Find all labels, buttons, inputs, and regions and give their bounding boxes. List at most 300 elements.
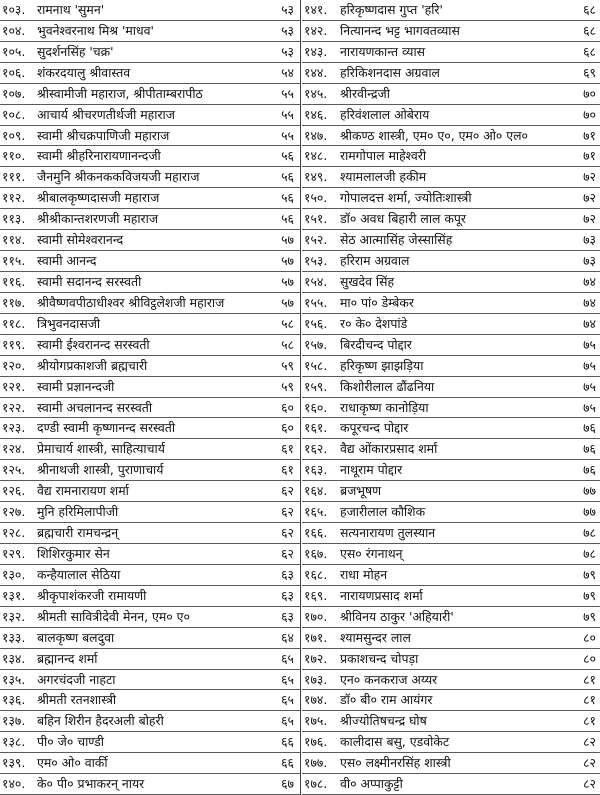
- entry-page-number: ७३: [583, 253, 596, 269]
- entry-name: श्रीयोगप्रकाशजी ब्रह्मचारी: [37, 357, 148, 373]
- entry-number: ११९.: [2, 336, 26, 352]
- entry-page-number: ६४: [281, 629, 294, 645]
- entry-number: १३१.: [2, 587, 26, 603]
- entry-number: १३४.: [2, 650, 26, 666]
- entry-page-number: ७५: [583, 357, 596, 373]
- entry-page-number: ६१: [281, 441, 294, 457]
- entry-number: १३८.: [2, 734, 26, 750]
- entry-name: श्रीकण्ठ शास्त्री, एम० ए०, एम० ओ० एल०: [340, 127, 528, 143]
- entry-name: एस० लक्ष्मीनरसिंह शास्त्री: [340, 755, 451, 771]
- entry-page-number: ७९: [583, 587, 596, 603]
- entry-page-number: ५६: [281, 190, 294, 206]
- contents-entry: [0, 0, 300, 21]
- entry-number: १६०.: [304, 399, 328, 415]
- entry-number: १६५.: [304, 504, 328, 520]
- contents-entry: [0, 732, 300, 753]
- entry-number: १४७.: [304, 127, 328, 143]
- entry-number: १७०.: [304, 608, 328, 624]
- contents-entry: [302, 209, 600, 230]
- entry-name: स्वामी प्रज्ञानन्दजी: [37, 378, 115, 394]
- entry-number: १३२.: [2, 608, 26, 624]
- contents-entry: [0, 586, 300, 607]
- entry-number: १०६.: [2, 64, 26, 80]
- entry-name: श्रीनाथजी शास्त्री, पुराणाचार्य: [37, 462, 164, 478]
- entry-page-number: ६९: [583, 64, 596, 80]
- entry-number: १३५.: [2, 671, 26, 687]
- entry-name: नित्यानन्द भट्ट भागवतव्यास: [340, 22, 460, 38]
- contents-entry: [302, 460, 600, 481]
- entry-name: हरिकृष्णदास गुप्त 'हरि': [340, 2, 443, 17]
- entry-name: किशोरीलाल ढौंढनिया: [340, 378, 435, 394]
- entry-name: स्वामी ईश्वरानन्द सरस्वती: [37, 336, 150, 352]
- contents-entry: [302, 586, 600, 607]
- contents-entry: [0, 398, 300, 419]
- entry-number: ११०.: [2, 148, 26, 164]
- entry-name: स्वामी आनन्द: [37, 253, 97, 269]
- contents-entry: [0, 377, 300, 398]
- contents-entry: [0, 356, 300, 377]
- entry-name: राधा मोहन: [340, 566, 388, 582]
- entry-number: १७८.: [304, 776, 328, 792]
- entry-number: १५५.: [304, 294, 328, 310]
- entry-number: १६८.: [304, 566, 328, 582]
- entry-page-number: ५६: [281, 169, 294, 185]
- entry-name: नाथूराम पोद्दार: [340, 462, 403, 478]
- entry-number: १४०.: [2, 776, 26, 792]
- entry-page-number: ७१: [583, 148, 596, 164]
- contents-entry: [0, 418, 300, 439]
- entry-page-number: ८१: [583, 692, 596, 708]
- entry-page-number: ६१: [281, 462, 294, 478]
- entry-name: गोपालदत्त शर्मा, ज्योतिःशास्त्री: [340, 190, 472, 206]
- contents-entry: [302, 230, 600, 251]
- contents-entry: [302, 84, 600, 105]
- entry-number: १६४.: [304, 483, 328, 499]
- entry-page-number: ८०: [583, 629, 596, 645]
- entry-number: १५३.: [304, 253, 328, 269]
- entry-page-number: ५८: [281, 336, 294, 352]
- entry-page-number: ७९: [583, 608, 596, 624]
- entry-page-number: ७१: [583, 127, 596, 143]
- entry-number: १२७.: [2, 504, 26, 520]
- contents-entry: [0, 105, 300, 126]
- entry-number: १३६.: [2, 692, 26, 708]
- contents-entry: [302, 251, 600, 272]
- contents-entry: [302, 774, 600, 795]
- contents-entry: [302, 711, 600, 732]
- contents-entry: [0, 628, 300, 649]
- entry-name: सुदर्शनसिंह 'चक्र': [37, 43, 114, 59]
- entry-name: आचार्य श्रीचरणतीर्थजी महाराज: [37, 106, 175, 122]
- entry-name: हरिवंशलाल ओबेराय: [340, 106, 430, 122]
- entry-name: एस० रंगनाथन्: [340, 545, 403, 561]
- contents-entry: [0, 460, 300, 481]
- entry-name: बालकृष्ण बलदुवा: [37, 629, 115, 645]
- contents-entry: [302, 690, 600, 711]
- entry-page-number: ६६: [281, 755, 294, 771]
- entry-name: एन० कनकराज अय्यर: [340, 671, 438, 687]
- entry-name: श्रीरवीन्द्रजी: [340, 85, 390, 101]
- entry-page-number: ६६: [281, 734, 294, 750]
- contents-entry: [302, 607, 600, 628]
- entry-number: १२१.: [2, 378, 26, 394]
- contents-entry: [0, 188, 300, 209]
- entry-name: हरिकिशनदास अग्रवाल: [340, 64, 440, 80]
- entry-page-number: ६३: [281, 587, 294, 603]
- entry-page-number: ६२: [281, 483, 294, 499]
- entry-page-number: ८०: [583, 650, 596, 666]
- entry-page-number: ६०: [281, 399, 294, 415]
- entry-name: डॉ० अवध बिहारी लाल कपूर: [340, 211, 466, 227]
- entry-number: १६३.: [304, 462, 328, 478]
- contents-entry: [302, 188, 600, 209]
- contents-entry: [0, 63, 300, 84]
- entry-name: सेठ आत्मासिंह जेस्सासिंह: [340, 232, 453, 248]
- entry-page-number: ७६: [583, 462, 596, 478]
- contents-entry: [0, 439, 300, 460]
- contents-entry: [302, 272, 600, 293]
- entry-name: स्वामी श्रीहरिनारायणानन्दजी: [37, 148, 161, 164]
- right-column: [302, 0, 600, 795]
- entry-number: १११.: [2, 169, 26, 185]
- entry-page-number: ६५: [281, 671, 294, 687]
- entry-page-number: ६७: [281, 776, 294, 792]
- entry-page-number: ७८: [583, 545, 596, 561]
- entry-page-number: ६३: [281, 608, 294, 624]
- entry-page-number: ८२: [583, 734, 596, 750]
- contents-entry: [302, 418, 600, 439]
- entry-page-number: ६८: [583, 2, 596, 17]
- entry-number: १२८.: [2, 525, 26, 541]
- entry-number: १४१.: [304, 2, 328, 17]
- entry-number: ११३.: [2, 211, 26, 227]
- entry-page-number: ५३: [281, 43, 294, 59]
- entry-number: १७६.: [304, 734, 328, 750]
- entry-number: १२०.: [2, 357, 26, 373]
- entry-name: श्रीकृपाशंकरजी रामायणी: [37, 587, 147, 603]
- contents-entry: [302, 523, 600, 544]
- entry-number: १३७.: [2, 713, 26, 729]
- entry-name: त्रिभुवनदासजी: [37, 315, 101, 331]
- entry-number: १४९.: [304, 169, 328, 185]
- entry-name: हरिकृष्ण झाझड़िया: [340, 357, 424, 373]
- entry-number: १०९.: [2, 127, 26, 143]
- entry-number: १४२.: [304, 22, 328, 38]
- entry-name: प्रेमाचार्य शास्त्री, साहित्याचार्य: [37, 441, 165, 457]
- entry-number: १७१.: [304, 629, 328, 645]
- entry-page-number: ८२: [583, 755, 596, 771]
- entry-name: वैद्य रामनारायण शर्मा: [37, 483, 129, 499]
- entry-name: श्रीविनय ठाकुर 'अहियारी': [340, 608, 454, 624]
- contents-entry: [302, 481, 600, 502]
- entry-number: १७२.: [304, 650, 328, 666]
- contents-entry: [0, 481, 300, 502]
- contents-entry: [0, 209, 300, 230]
- entry-page-number: ६५: [281, 692, 294, 708]
- entry-number: १०५.: [2, 43, 26, 59]
- entry-number: १५७.: [304, 336, 328, 352]
- entry-page-number: ५३: [281, 22, 294, 38]
- entry-number: ११६.: [2, 273, 26, 289]
- entry-page-number: ८१: [583, 713, 596, 729]
- entry-page-number: ७२: [583, 169, 596, 185]
- entry-page-number: ७६: [583, 420, 596, 436]
- entry-number: १६९.: [304, 587, 328, 603]
- entry-page-number: ७२: [583, 190, 596, 206]
- entry-page-number: ५९: [281, 357, 294, 373]
- entry-name: स्वामी श्रीचक्रपाणिजी महाराज: [37, 127, 170, 143]
- entry-number: १२४.: [2, 441, 26, 457]
- entry-page-number: ७४: [583, 315, 596, 331]
- entry-number: १७३.: [304, 671, 328, 687]
- entry-number: १७४.: [304, 692, 328, 708]
- entry-number: ११८.: [2, 315, 26, 331]
- contents-entry: [0, 272, 300, 293]
- entry-page-number: ६२: [281, 525, 294, 541]
- contents-entry: [302, 628, 600, 649]
- contents-entry: [0, 544, 300, 565]
- entry-page-number: ६५: [281, 650, 294, 666]
- entry-name: श्यामलालजी हकीम: [340, 169, 427, 185]
- entry-page-number: ७८: [583, 525, 596, 541]
- entry-page-number: ६२: [281, 545, 294, 561]
- entry-number: १५६.: [304, 315, 328, 331]
- entry-number: ११५.: [2, 253, 26, 269]
- entry-name: श्रीज्योतिषचन्द्र घोष: [340, 713, 427, 729]
- entry-name: ब्रह्मचारी रामचन्द्रन्: [37, 525, 119, 541]
- entry-number: १५१.: [304, 211, 328, 227]
- entry-number: १४३.: [304, 43, 328, 59]
- entry-name: दण्डी स्वामी कृष्णानन्द सरस्वती: [37, 420, 176, 436]
- entry-number: १४८.: [304, 148, 328, 164]
- entry-number: ११७.: [2, 294, 26, 310]
- contents-entry: [302, 649, 600, 670]
- entry-name: श्यामसुन्दर लाल: [340, 629, 411, 645]
- entry-name: नारायणप्रसाद शर्मा: [340, 587, 423, 603]
- entry-number: १०३.: [2, 2, 26, 17]
- contents-entry: [0, 607, 300, 628]
- contents-entry: [302, 565, 600, 586]
- entry-page-number: ५७: [281, 232, 294, 248]
- entry-page-number: ५४: [281, 64, 294, 80]
- entry-name: वैद्य ओंकारप्रसाद शर्मा: [340, 441, 438, 457]
- entry-name: नारायणकान्त व्यास: [340, 43, 426, 59]
- entry-name: जैनमुनि श्रीकनककविजयजी महाराज: [37, 169, 200, 185]
- entry-name: बहिन शिरीन हैदरअली बोहरी: [37, 713, 164, 729]
- entry-page-number: ५३: [281, 2, 294, 17]
- contents-entry: [0, 335, 300, 356]
- contents-entry: [0, 711, 300, 732]
- entry-name: हरिराम अग्रवाल: [340, 253, 410, 269]
- entry-name: कालीदास बसु, एडवोकेट: [340, 734, 450, 750]
- entry-page-number: ५७: [281, 273, 294, 289]
- entry-page-number: ५७: [281, 294, 294, 310]
- entry-number: १२९.: [2, 545, 26, 561]
- entry-number: १३३.: [2, 629, 26, 645]
- entry-number: १४६.: [304, 106, 328, 122]
- entry-page-number: ५८: [281, 315, 294, 331]
- entry-number: १०८.: [2, 106, 26, 122]
- entry-name: पी० जे० चाण्डी: [37, 734, 105, 750]
- contents-entry: [0, 753, 300, 774]
- contents-entry: [0, 21, 300, 42]
- contents-entry: [302, 377, 600, 398]
- entry-name: रामनाथ 'सुमन': [37, 2, 105, 17]
- entry-name: रामगोपाल माहेश्वरी: [340, 148, 427, 164]
- entry-name: कन्हैयालाल सेठिया: [37, 566, 121, 582]
- entry-number: १५०.: [304, 190, 328, 206]
- entry-name: श्रीमती रतनशास्त्री: [37, 692, 117, 708]
- contents-entry: [302, 502, 600, 523]
- entry-name: श्रीस्वामीजी महाराज, श्रीपीताम्बरापीठ: [37, 85, 203, 101]
- contents-entry: [0, 126, 300, 147]
- entry-page-number: ७३: [583, 232, 596, 248]
- entry-page-number: ६८: [583, 22, 596, 38]
- entry-name: एम० ओ० वार्की: [37, 755, 108, 771]
- contents-entry: [302, 398, 600, 419]
- entry-page-number: ५६: [281, 148, 294, 164]
- contents-entry: [302, 63, 600, 84]
- entry-page-number: ७२: [583, 211, 596, 227]
- entry-name: कपूरचन्द पोद्दार: [340, 420, 409, 436]
- contents-entry: [0, 293, 300, 314]
- entry-name: सुखदेव सिंह: [340, 273, 395, 289]
- entry-page-number: ७७: [583, 483, 596, 499]
- contents-entry: [302, 293, 600, 314]
- entry-number: १०७.: [2, 85, 26, 101]
- entry-number: १४५.: [304, 85, 328, 101]
- contents-entry: [0, 565, 300, 586]
- entry-name: श्रीश्रीकान्तशरणजी महाराज: [37, 211, 159, 227]
- contents-entry: [0, 690, 300, 711]
- entry-page-number: ८२: [583, 776, 596, 792]
- entry-number: १५४.: [304, 273, 328, 289]
- contents-entry: [302, 544, 600, 565]
- contents-entry: [302, 356, 600, 377]
- entry-name: र० के० देशपांडे: [340, 315, 408, 331]
- entry-page-number: ५७: [281, 253, 294, 269]
- contents-entry: [0, 774, 300, 795]
- entry-page-number: ६८: [583, 43, 596, 59]
- entry-name: मा० पां० डेम्बेकर: [340, 294, 414, 310]
- contents-entry: [0, 314, 300, 335]
- entry-number: १५९.: [304, 378, 328, 394]
- entry-number: १०४.: [2, 22, 26, 38]
- entry-name: हजारीलाल कौशिक: [340, 504, 426, 520]
- contents-entry: [302, 42, 600, 63]
- contents-entry: [302, 335, 600, 356]
- entry-name: सत्यनारायण तुलस्यान: [340, 525, 436, 541]
- contents-entry: [302, 732, 600, 753]
- entry-page-number: ७५: [583, 399, 596, 415]
- contents-entry: [0, 649, 300, 670]
- contents-entry: [302, 753, 600, 774]
- entry-number: १७७.: [304, 755, 328, 771]
- contents-entry: [302, 670, 600, 691]
- entry-name: बिरदीचन्द पोद्दार: [340, 336, 412, 352]
- contents-entry: [0, 167, 300, 188]
- entry-number: ११४.: [2, 232, 26, 248]
- entry-name: श्रीमती सावित्रीदेवी मेनन, एम० ए०: [37, 608, 190, 624]
- contents-entry: [302, 0, 600, 21]
- entry-page-number: ६२: [281, 504, 294, 520]
- entry-name: शंकरदयालु श्रीवास्तव: [37, 64, 131, 80]
- entry-name: के० पी० प्रभाकरन् नायर: [37, 776, 145, 792]
- entry-number: १२५.: [2, 462, 26, 478]
- entry-name: श्रीबालकृष्णदासजी महाराज: [37, 190, 160, 206]
- contents-entry: [302, 314, 600, 335]
- entry-number: १४४.: [304, 64, 328, 80]
- entry-page-number: ७४: [583, 273, 596, 289]
- entry-number: १२६.: [2, 483, 26, 499]
- contents-entry: [0, 670, 300, 691]
- entry-number: १७५.: [304, 713, 328, 729]
- entry-page-number: ६०: [281, 420, 294, 436]
- entry-name: अगरचंदजी नाहटा: [37, 671, 116, 687]
- contents-entry: [0, 230, 300, 251]
- entry-name: स्वामी सोमेश्वरानन्द: [37, 232, 124, 248]
- entry-number: १२२.: [2, 399, 26, 415]
- entry-number: १६१.: [304, 420, 328, 436]
- entry-page-number: ७७: [583, 504, 596, 520]
- entry-page-number: ५९: [281, 378, 294, 394]
- entry-page-number: ६३: [281, 566, 294, 582]
- entry-name: मुनि हरिमिलापीजी: [37, 504, 119, 520]
- entry-name: स्वामी सदानन्द सरस्वती: [37, 273, 142, 289]
- entry-page-number: ७९: [583, 566, 596, 582]
- contents-entry: [0, 84, 300, 105]
- entry-name: श्रीवैष्णवपीठाधीश्वर श्रीविट्ठलेशजी महाराज: [37, 294, 225, 310]
- entry-page-number: ७५: [583, 378, 596, 394]
- entry-name: राधाकृष्ण कानोड़िया: [340, 399, 429, 415]
- contents-entry: [0, 146, 300, 167]
- contents-entry: [0, 42, 300, 63]
- entry-number: १५८.: [304, 357, 328, 373]
- entry-page-number: ७४: [583, 294, 596, 310]
- entry-page-number: ७५: [583, 336, 596, 352]
- contents-entry: [302, 21, 600, 42]
- entry-number: १६७.: [304, 545, 328, 561]
- entry-name: डॉ० बी० राम आयंगर: [340, 692, 433, 708]
- contents-entry: [0, 523, 300, 544]
- entry-number: ११२.: [2, 190, 26, 206]
- contents-entry: [302, 167, 600, 188]
- entry-name: शिशिरकुमार सेन: [37, 545, 110, 561]
- entry-page-number: ८१: [583, 671, 596, 687]
- contents-entry: [302, 439, 600, 460]
- contents-entry: [302, 105, 600, 126]
- entry-name: प्रकाशचन्द चोपड़ा: [340, 650, 419, 666]
- entry-page-number: ५६: [281, 211, 294, 227]
- entry-name: ब्रह्मानन्द शर्मा: [37, 650, 98, 666]
- contents-entry: [0, 251, 300, 272]
- entry-name: वी० अप्पाकुट्टी: [340, 776, 403, 792]
- entry-page-number: ६५: [281, 713, 294, 729]
- entry-number: १३०.: [2, 566, 26, 582]
- contents-entry: [302, 126, 600, 147]
- column-divider: [300, 0, 301, 795]
- entry-name: ब्रजभूषण: [340, 483, 382, 499]
- entry-page-number: ५५: [281, 106, 294, 122]
- entry-number: १५२.: [304, 232, 328, 248]
- entry-page-number: ५५: [281, 85, 294, 101]
- contents-entry: [302, 146, 600, 167]
- entry-number: १२३.: [2, 420, 26, 436]
- entry-page-number: ७०: [583, 85, 596, 101]
- entry-number: १६६.: [304, 525, 328, 541]
- entry-name: स्वामी अचलानन्द सरस्वती: [37, 399, 153, 415]
- entry-number: १६२.: [304, 441, 328, 457]
